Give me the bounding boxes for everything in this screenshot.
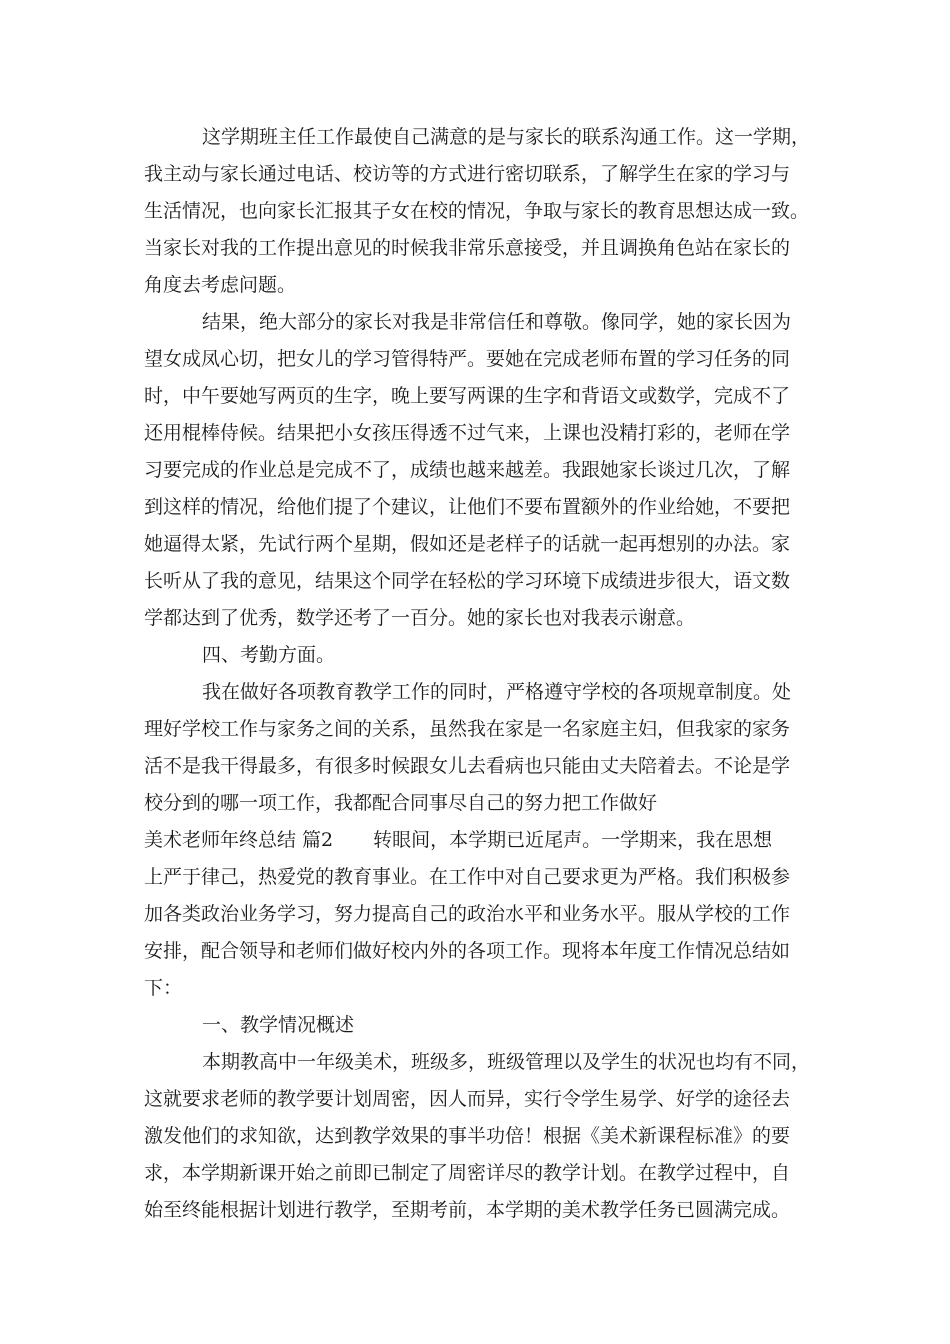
text-run: 转眼间，本学期已近尾声。一学期来，我在思想 (373, 829, 773, 851)
text-line: 到这样的情况，给他们提了个建议，让他们不要布置额外的作业给她，不要把 (144, 496, 791, 518)
text-line: 生活情况，也向家长汇报其子女在校的情况，争取与家长的教育思想达成一致。 (144, 200, 810, 222)
section-heading: 四、考勤方面。 (202, 644, 336, 666)
text-line: 这就要求老师的教学要计划周密，因人而异，实行令学生易学、好学的途径去 (144, 1088, 791, 1110)
text-line: 我在做好各项教育教学工作的同时，严格遵守学校的各项规章制度。处 (202, 681, 792, 703)
text-line: 下： (144, 977, 183, 999)
text-line: 我主动与家长通过电话、校访等的方式进行密切联系，了解学生在家的学习与 (144, 163, 791, 185)
text-line: 当家长对我的工作提出意见的时候我非常乐意接受，并且调换角色站在家长的 (144, 237, 791, 259)
text-line: 始至终能根据计划进行教学，至期考前，本学期的美术教学任务已圆满完成。 (144, 1199, 791, 1221)
text-line: 上严于律己，热爱党的教育事业。在工作中对自己要求更为严格。我们积极参 (144, 866, 791, 888)
text-line: 活不是我干得最多，有很多时候跟女儿去看病也只能由丈夫陪着去。不论是学 (144, 755, 791, 777)
text-line: 习要完成的作业总是完成不了，成绩也越来越差。我跟她家长谈过几次，了解 (144, 459, 791, 481)
text-line: 求，本学期新课开始之前即已制定了周密详尽的教学计划。在教学过程中，自 (144, 1162, 791, 1184)
text-line: 加各类政治业务学习，努力提高自己的政治水平和业务水平。服从学校的工作 (144, 903, 791, 925)
text-line: 安排，配合领导和老师们做好校内外的各项工作。现将本年度工作情况总结如 (144, 940, 791, 962)
text-line: 长听从了我的意见，结果这个同学在轻松的学习环境下成绩进步很大，语文数 (144, 570, 791, 592)
text-line: 结果，绝大部分的家长对我是非常信任和尊敬。像同学，她的家长因为 (202, 311, 792, 333)
text-line: 激发他们的求知欲，达到教学效果的事半功倍！根据《美术新课程标准》的要 (144, 1125, 791, 1147)
text-line: 时，中午要她写两页的生字，晚上要写两课的生字和背语文或数学，完成不了 (144, 385, 791, 407)
text-line: 校分到的哪一项工作，我都配合同事尽自己的努力把工作做好 (144, 792, 658, 814)
text-line: 学都达到了优秀，数学还考了一百分。她的家长也对我表示谢意。 (144, 607, 696, 629)
article-title: 美术老师年终总结 篇2 (144, 829, 334, 851)
text-line: 望女成凤心切，把女儿的学习管得特严。要她在完成老师布置的学习任务的同 (144, 348, 791, 370)
text-line: 还用棍棒侍候。结果把小女孩压得透不过气来，上课也没精打彩的，老师在学 (144, 422, 791, 444)
text-line: 本期教高中一年级美术，班级多，班级管理以及学生的状况也均有不同， (202, 1051, 811, 1073)
text-line: 理好学校工作与家务之间的关系，虽然我在家是一名家庭主妇，但我家的家务 (144, 718, 791, 740)
text-line: 这学期班主任工作最使自己满意的是与家长的联系沟通工作。这一学期， (202, 126, 811, 148)
text-line: 角度去考虑问题。 (144, 274, 297, 296)
section-heading: 一、教学情况概述 (202, 1014, 355, 1036)
text-line (144, 828, 772, 852)
text-line: 她逼得太紧，先试行两个星期，假如还是老样子的话就一起再想别的办法。家 (144, 533, 791, 555)
